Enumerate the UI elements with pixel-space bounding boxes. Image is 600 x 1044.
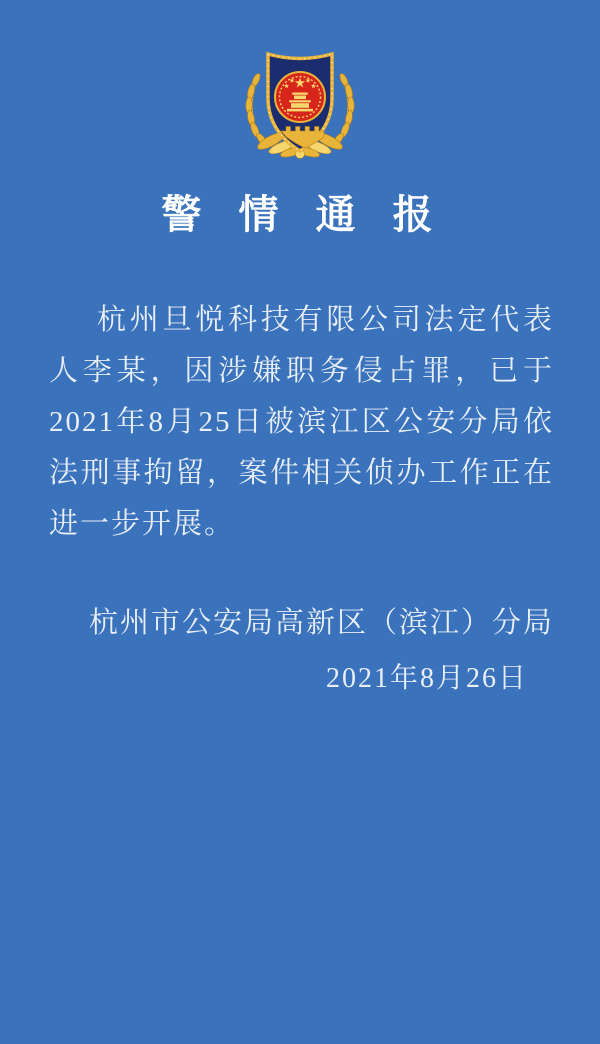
police-badge-icon bbox=[237, 40, 363, 162]
notice-title: 警 情 通 报 bbox=[161, 193, 439, 237]
police-badge-emblem bbox=[237, 40, 363, 162]
issuing-agency: 杭州市公安局高新区（滨江）分局 bbox=[88, 607, 554, 639]
notice-body: 杭州旦悦科技有限公司法定代表人李某，因涉嫌职务侵占罪，已于2021年8月25日被滨江区公安分局依法刑事拘留，案件相关侦办工作正在进一步开展。 bbox=[49, 304, 554, 540]
signature-block bbox=[0, 600, 600, 696]
issue-date: 2021年8月26日 bbox=[325, 663, 528, 694]
